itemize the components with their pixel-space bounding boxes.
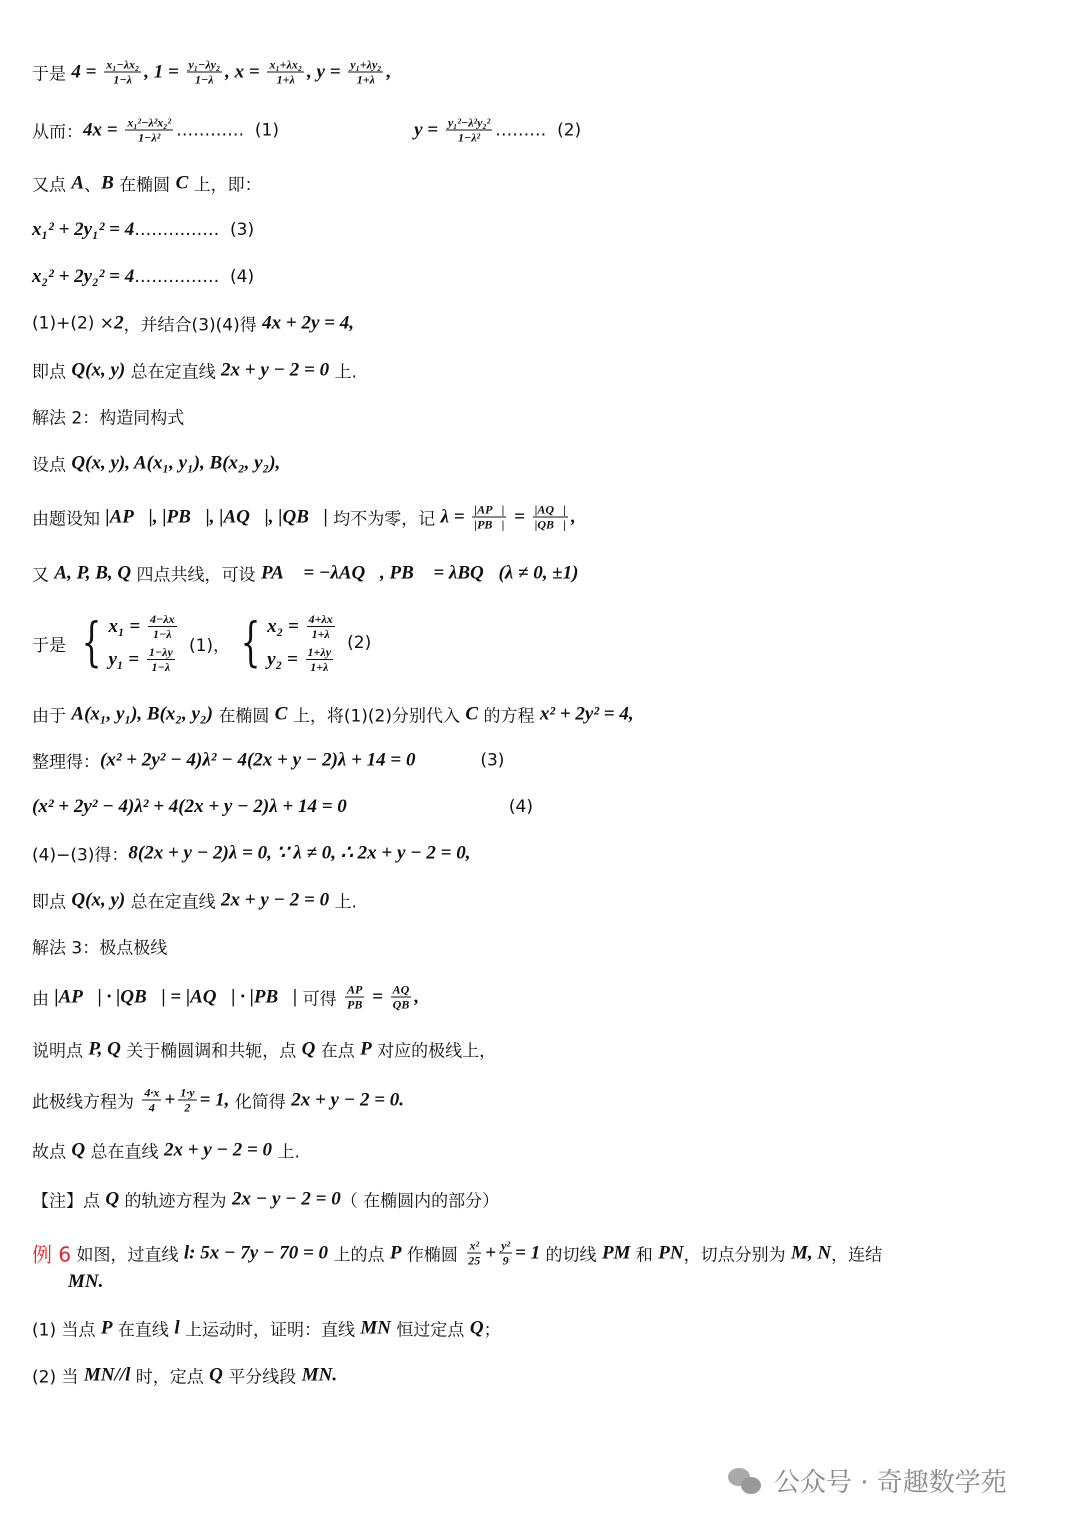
text-line	[32, 219, 254, 241]
example-label: 例 6	[32, 1242, 72, 1267]
text-run: 又点	[32, 175, 72, 196]
fraction	[391, 983, 412, 1012]
fraction-numerator: 4·x	[144, 1085, 160, 1100]
text-run: ；	[483, 1320, 501, 1341]
math-expression: P	[360, 1038, 372, 1059]
text-run: 的切线	[540, 1245, 602, 1266]
math-expression: Q	[301, 1038, 316, 1059]
text-run: 平分线段	[222, 1367, 302, 1388]
text-run: …………… (4)	[134, 267, 255, 287]
math-expression: Q(x, y)	[71, 889, 126, 910]
math-expression: y₁ =	[108, 648, 144, 670]
fraction-numerator: y₁−λy₂	[188, 57, 221, 72]
text-run: ………… (1)	[176, 120, 415, 140]
math-expression: , y =	[307, 61, 346, 82]
math-expression: 2x + y − 2 = 0	[221, 889, 330, 910]
math-expression: = 1	[515, 1242, 541, 1263]
system-rows	[109, 612, 180, 674]
text-run: 和	[630, 1245, 659, 1266]
text-line	[32, 1037, 496, 1062]
fraction-denominator: |PB⃗|	[474, 517, 505, 532]
text-run: 又	[32, 565, 55, 586]
math-expression: Q(x, y)	[71, 359, 126, 380]
left-brace: {	[82, 613, 102, 673]
fraction-denominator: 4	[148, 1100, 155, 1115]
fraction-denominator: 1−λ	[113, 72, 133, 87]
fraction-denominator: PB	[346, 997, 363, 1012]
math-expression: 2x − y − 2 = 0	[231, 1188, 341, 1209]
equation-system-line	[32, 612, 371, 674]
fraction	[147, 645, 175, 674]
text-run: 可得	[297, 989, 342, 1010]
math-expression: Q	[209, 1364, 223, 1385]
system-row	[267, 612, 338, 641]
text-run: 均不为零，记	[327, 509, 441, 530]
math-expression: =	[509, 506, 530, 527]
math-expression: (x² + 2y² − 4)λ² + 4(2x + y − 2)λ + 14 = 0	[32, 796, 347, 817]
text-run: 上运动时，证明：直线	[179, 1320, 361, 1341]
fraction	[187, 58, 223, 87]
fraction-denominator: 1−λ	[195, 72, 214, 87]
text-run: (1) 当点	[32, 1320, 101, 1341]
math-expression: x² + 2y² = 4,	[539, 703, 634, 724]
math-expression: MN	[360, 1317, 392, 1338]
math-expression: A, P, B, Q	[54, 562, 132, 583]
fraction-denominator: 25	[468, 1253, 481, 1268]
text-run: 【注】点	[32, 1191, 106, 1212]
text-line	[32, 888, 357, 913]
math-expression: M, N	[791, 1242, 832, 1263]
text-line	[32, 983, 419, 1012]
watermark	[728, 1462, 1007, 1499]
text-line	[32, 266, 254, 288]
text-run: 由题设知	[32, 509, 106, 530]
text-run: 解法 3：极点极线	[32, 938, 168, 959]
fraction-numerator: x²	[469, 1238, 480, 1253]
left-brace: {	[240, 613, 261, 673]
text-run: 在椭圆	[113, 175, 176, 196]
math-expression: =	[367, 986, 388, 1007]
text-run: 由	[32, 989, 55, 1010]
math-expression: = 1,	[199, 1089, 230, 1110]
math-expression: 2x + y − 2 = 0	[163, 1139, 273, 1160]
text-run: 作椭圆	[401, 1245, 464, 1266]
text-run: 上，将(1)(2)分别代入	[287, 706, 466, 727]
text-run: (1)，	[183, 635, 231, 656]
text-run: 故点	[32, 1142, 72, 1163]
text-run: 如图，过直线	[71, 1245, 184, 1266]
fraction-denominator: QB	[392, 997, 410, 1012]
fraction-numerator: x₁−λx₂	[106, 57, 140, 72]
equation-system	[234, 612, 338, 674]
section-heading	[32, 934, 167, 959]
text-run: (1)+(2) ×	[32, 313, 115, 333]
equation-system	[75, 612, 179, 674]
text-run: 、	[84, 175, 102, 196]
text-run: 上.	[272, 1142, 300, 1163]
text-line	[32, 58, 391, 87]
fraction	[466, 1239, 482, 1268]
math-expression: PN	[658, 1242, 684, 1263]
fraction	[472, 503, 506, 532]
math-expression: PM	[601, 1242, 631, 1263]
fraction	[306, 645, 334, 674]
fraction	[125, 116, 173, 145]
watermark-text: 公众号 · 奇趣数学苑	[774, 1468, 1007, 1498]
fraction	[446, 116, 492, 145]
fraction-denominator: 1+λ	[356, 72, 375, 87]
math-expression: x₁ =	[108, 615, 145, 637]
math-expression: |AP⃗|, |PB⃗|, |AQ⃗|, |QB⃗|	[105, 506, 328, 527]
fraction-denominator: 1+λ	[276, 72, 295, 87]
math-expression: 2x + y − 2 = 0.	[291, 1089, 405, 1110]
math-expression: y₂ =	[267, 648, 303, 670]
text-line	[32, 841, 470, 866]
math-expression: 2	[114, 312, 124, 333]
fraction-denominator: 9	[502, 1253, 509, 1268]
fraction-denominator: |QB⃗|	[534, 517, 566, 532]
text-line	[32, 561, 578, 586]
math-expression: 4x =	[83, 119, 123, 140]
text-run: 即点	[32, 892, 72, 913]
text-run: 说明点	[32, 1041, 89, 1062]
text-run: 恒过定点	[391, 1320, 470, 1341]
text-run: 由于	[32, 706, 72, 727]
text-run: 于是	[32, 635, 72, 656]
text-line	[32, 358, 357, 383]
fraction-numerator: 4+λx	[308, 612, 333, 626]
math-expression: A(x₁, y₁), B(x₂, y₂)	[71, 703, 213, 724]
fraction-numerator: AQ	[392, 982, 410, 997]
math-expression: 4 =	[71, 61, 102, 82]
text-run: 时，定点	[130, 1367, 210, 1388]
fraction-denominator: 1+λ	[311, 627, 330, 641]
fraction-denominator: 1−λ	[151, 660, 171, 674]
math-expression: P	[389, 1242, 402, 1263]
fraction	[148, 612, 177, 641]
fraction	[267, 58, 304, 87]
text-run: （ 在椭圆内的部分）	[340, 1191, 500, 1212]
fraction-numerator: y₁²−λ²y₂²	[447, 115, 491, 130]
math-expression: y =	[414, 119, 443, 140]
math-expression: l: 5x − 7y − 70 = 0	[183, 1242, 329, 1263]
fraction-numerator: x₁²−λ²x₂²	[127, 115, 172, 130]
fraction-numerator: 4−λx	[149, 612, 175, 626]
math-expression: ,	[414, 986, 420, 1007]
fraction-denominator: 1−λ	[152, 627, 172, 641]
text-run: 的方程	[478, 706, 540, 727]
text-run: (4)	[346, 797, 533, 817]
text-run: 此极线方程为	[32, 1092, 140, 1113]
text-line	[32, 311, 354, 336]
text-run: 上的点	[328, 1245, 390, 1266]
text-run: 总在直线	[85, 1142, 164, 1163]
example-heading	[32, 1239, 882, 1268]
math-expression: 8(2x + y − 2)λ = 0, ∵ λ ≠ 0, ∴ 2x + y − 2 = 0,	[128, 842, 471, 864]
text-run: 在椭圆	[212, 706, 275, 727]
fraction-numerator: AP	[346, 982, 363, 997]
text-run: ……… (2)	[495, 120, 582, 140]
math-expression: 2x + y − 2 = 0	[221, 359, 330, 380]
text-run: 整理得：	[32, 752, 100, 773]
text-run: (4)−(3)得：	[32, 845, 129, 866]
fraction-denominator: 1+λ	[310, 660, 329, 674]
text-run: 总在定直线	[125, 892, 222, 913]
fraction	[348, 58, 383, 87]
text-run: 在直线	[112, 1320, 175, 1341]
fraction-numerator: 1·y	[180, 1085, 195, 1100]
system-row	[109, 645, 180, 674]
text-run: ，连结	[831, 1245, 883, 1266]
text-run: 的轨迹方程为	[119, 1191, 232, 1212]
math-expression: Q(x, y), A(x₁, y₁), B(x₂, y₂),	[71, 452, 281, 473]
fraction	[104, 58, 141, 87]
math-expression: Q	[71, 1139, 86, 1160]
math-expression: ,	[386, 61, 392, 82]
question-item	[32, 1316, 501, 1341]
fraction-denominator: 1−λ²	[138, 130, 161, 145]
text-line	[32, 748, 504, 773]
text-run: 关于椭圆调和共轭，点	[120, 1041, 302, 1062]
fraction	[178, 1086, 196, 1115]
system-row	[109, 612, 180, 641]
text-line	[32, 796, 533, 818]
math-expression: x₁² + 2y₁² = 4	[32, 219, 135, 240]
text-run: …………… (3)	[134, 220, 255, 240]
fraction	[533, 503, 568, 532]
text-run: (2) 当	[32, 1367, 84, 1388]
math-expression: C	[465, 703, 479, 724]
text-run: 上.	[329, 892, 357, 913]
fraction	[345, 983, 364, 1012]
math-expression: 4x + 2y = 4,	[262, 312, 354, 333]
text-run: 四点共线，可设	[131, 565, 261, 586]
fraction	[142, 1086, 161, 1115]
text-run: 总在定直线	[125, 362, 222, 383]
fraction	[499, 1239, 512, 1268]
text-run: ，并结合(3)(4)得	[123, 315, 263, 336]
text-run: 解法 2：构造同构式	[32, 408, 185, 429]
text-run: 上.	[329, 362, 357, 383]
question-item	[32, 1363, 337, 1388]
math-expression: Q	[469, 1317, 484, 1338]
fraction-numerator: |AP⃗|	[474, 502, 505, 517]
fraction-denominator: 1−λ²	[457, 130, 481, 145]
wechat-icon	[728, 1466, 764, 1496]
note-line	[32, 1187, 499, 1212]
math-expression: +	[164, 1089, 176, 1110]
math-expression: C	[274, 703, 288, 724]
system-rows	[267, 612, 338, 674]
math-expression: |AP⃗| · |QB⃗| = |AQ⃗| · |PB⃗|	[54, 986, 298, 1007]
text-line	[32, 702, 634, 727]
math-expression: l	[174, 1317, 180, 1338]
section-heading	[32, 404, 184, 429]
fraction-numerator: 1−λy	[148, 645, 173, 659]
fraction-numerator: y₁+λy₂	[350, 57, 382, 72]
text-run: 设点	[32, 455, 72, 476]
math-expression: P, Q	[88, 1038, 121, 1059]
math-expression: λ =	[440, 506, 470, 527]
fraction	[307, 612, 335, 641]
text-run: 化简得	[229, 1092, 292, 1113]
math-expression: +	[485, 1242, 497, 1263]
text-run: 在点	[315, 1041, 361, 1062]
math-expression: , x =	[225, 61, 265, 82]
text-run: 从而：	[32, 122, 83, 143]
fraction-numerator: x₁+λx₂	[269, 57, 303, 72]
text-run: 于是	[32, 64, 72, 85]
text-line	[32, 116, 581, 145]
fraction-denominator: 2	[184, 1100, 191, 1115]
math-expression: (x² + 2y² − 4)λ² − 4(2x + y − 2)λ + 14 = 0	[100, 749, 416, 770]
text-line	[68, 1271, 103, 1293]
math-expression: x₂² + 2y₂² = 4	[32, 266, 135, 287]
math-expression: MN.	[301, 1364, 338, 1385]
text-line	[32, 1138, 300, 1163]
math-expression: A	[71, 172, 85, 193]
math-expression: , 1 =	[144, 61, 184, 82]
math-expression: x₂ =	[267, 615, 304, 637]
text-run: ，切点分别为	[683, 1245, 791, 1266]
fraction-numerator: 1+λy	[307, 645, 332, 659]
text-line	[32, 1086, 404, 1115]
math-expression: P	[100, 1317, 113, 1338]
system-row	[267, 645, 338, 674]
text-run: (3)	[415, 750, 505, 770]
math-expression: Q	[105, 1188, 120, 1209]
math-expression: PA⃗ = −λAQ⃗, PB⃗ = λBQ⃗(λ ≠ 0, ±1)	[260, 562, 579, 583]
math-expression: C	[175, 172, 189, 193]
math-expression: ,	[571, 506, 576, 527]
text-run: 即点	[32, 362, 72, 383]
text-line	[32, 451, 280, 476]
fraction-numerator: |AQ⃗|	[534, 502, 566, 517]
text-run: 对应的极线上，	[371, 1041, 497, 1062]
text-run: (2)	[341, 633, 372, 653]
math-expression: MN.	[68, 1271, 104, 1292]
text-run: 上，即：	[188, 175, 262, 196]
text-line	[32, 171, 262, 196]
math-expression: MN//l	[83, 1364, 131, 1385]
math-expression: B	[101, 172, 114, 193]
text-line	[32, 503, 576, 532]
fraction-numerator: y²	[501, 1238, 511, 1253]
